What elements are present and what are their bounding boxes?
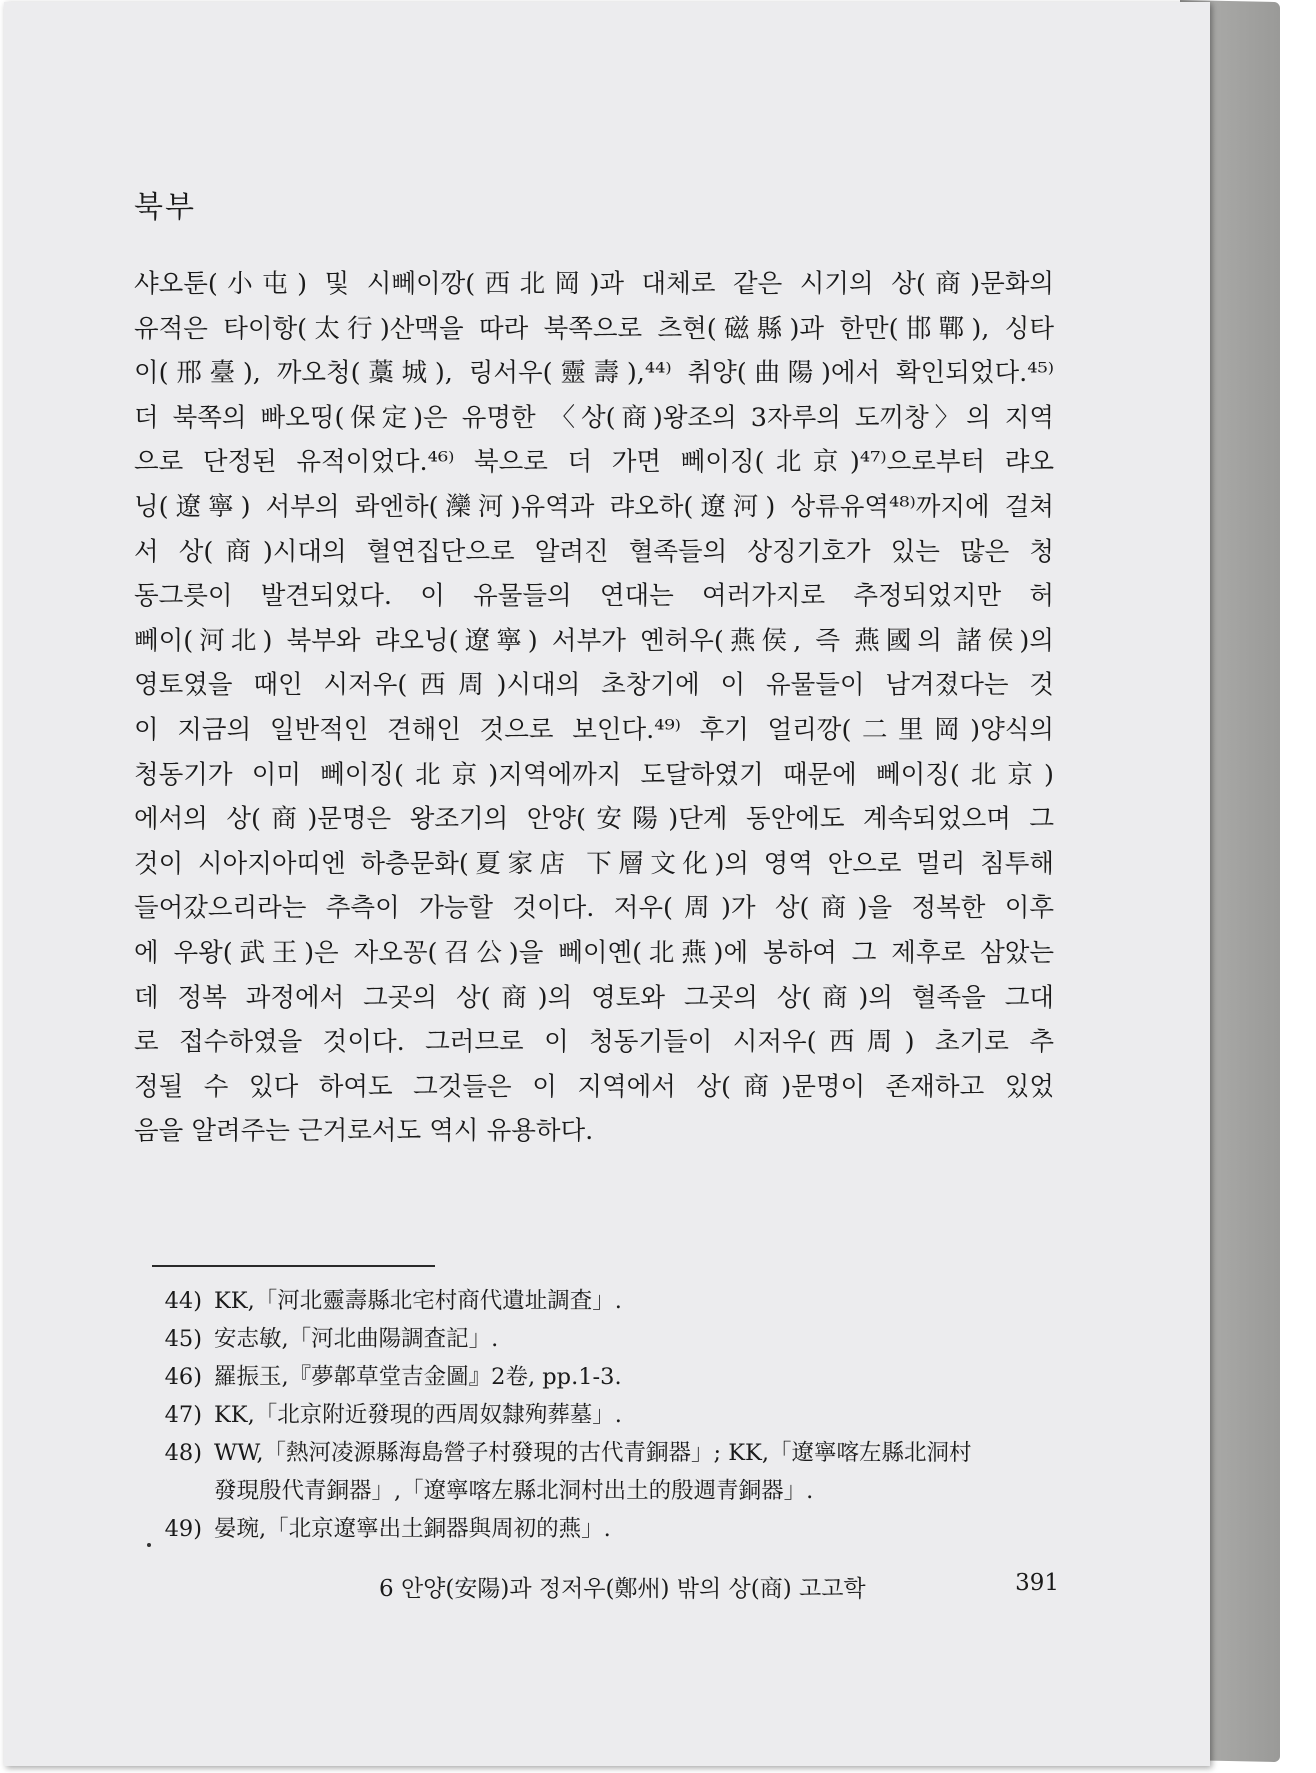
body-line: 정될 수 있다 하여도 그것들은 이 지역에서 상(商)문명이 존재하고 있었 — [134, 1071, 1054, 1102]
footnote-number: 49) — [164, 1516, 202, 1542]
footnote-number: 47) — [164, 1402, 202, 1428]
body-line-last: 음을 알려주는 근거로서도 역시 유용하다. — [134, 1116, 594, 1147]
print-speck — [147, 1543, 151, 1547]
footnote-49 — [156, 1510, 1056, 1548]
body-line: 이 지금의 일반적인 견해인 것으로 보인다.⁴⁹⁾ 후기 얼리깡(二里岡)양식의 — [134, 714, 1054, 745]
footnote-48-continuation: 發現殷代青銅器」,「遼寧喀左縣北洞村出土的殷週青銅器」. — [214, 1478, 814, 1504]
footnote-46 — [156, 1358, 1056, 1396]
footnote-text: KK,「河北靈壽縣北宅村商代遺址調査」. — [214, 1288, 622, 1314]
body-line: 들어갔으리라는 추측이 가능할 것이다. 저우(周)가 상(商)을 정복한 이후 — [134, 893, 1054, 924]
footnote-text: KK,「北京附近發現的西周奴隸殉葬墓」. — [214, 1402, 622, 1428]
body-line: 데 정복 과정에서 그곳의 상(商)의 영토와 그곳의 상(商)의 혈족을 그대 — [134, 982, 1054, 1013]
footnote-text: 羅振玉,『夢郼草堂吉金圖』2卷, pp.1-3. — [214, 1364, 622, 1390]
body-line: 더 북쪽의 빠오띵(保定)은 유명한 〈상(商)왕조의 3자루의 도끼창〉의 지역 — [134, 402, 1054, 433]
body-line: 영토였을 때인 시저우(西周)시대의 초창기에 이 유물들이 남겨졌다는 것 — [134, 670, 1054, 701]
footnote-44 — [156, 1282, 1056, 1320]
body-line: 동그릇이 발견되었다. 이 유물들의 연대는 여러가지로 추정되었지만 허 — [134, 581, 1054, 612]
footnote-48 — [156, 1434, 1056, 1472]
page-number: 391 — [1015, 1570, 1059, 1596]
body-line: 로 접수하였을 것이다. 그러므로 이 청동기들이 시저우(西周) 초기로 추 — [134, 1027, 1054, 1058]
body-line: 뻬이(河北) 북부와 랴오닝(遼寧) 서부가 옌허우(燕侯, 즉 燕國의 諸侯)의 — [134, 625, 1054, 656]
section-heading: 북부 — [134, 190, 196, 225]
body-line: 샤오툰(小屯) 및 시뻬이깡(西北岡)과 대체로 같은 시기의 상(商)문화의 — [134, 269, 1054, 299]
body-line: 닝(遼寧) 서부의 롸엔하(灤河)유역과 랴오하(遼河) 상류유역⁴⁸⁾까지에 걸쳐 — [134, 491, 1054, 522]
footnote-text: 晏琬,「北京遼寧出土銅器與周初的燕」. — [214, 1516, 611, 1542]
footnote-47 — [156, 1396, 1056, 1434]
footnote-45 — [156, 1320, 1056, 1358]
body-paragraph — [134, 262, 1054, 1154]
footnotes — [156, 1282, 1056, 1548]
footnote-text: 安志敏,「河北曲陽調査記」. — [214, 1326, 499, 1352]
footnote-divider — [152, 1265, 435, 1267]
body-line: 에 우왕(武王)은 자오꽁(召公)을 뻬이옌(北燕)에 봉하여 그 제후로 삼았는 — [134, 937, 1054, 968]
body-line: 유적은 타이항(太行)산맥을 따라 북쪽으로 츠현(磁縣)과 한만(邯鄲), 싱타 — [134, 313, 1054, 344]
footnote-number: 46) — [164, 1364, 202, 1390]
footnote-number: 45) — [164, 1326, 202, 1352]
body-line: 에서의 상(商)문명은 왕조기의 안양(安陽)단계 동안에도 계속되었으며 그 — [134, 804, 1054, 835]
body-line: 서 상(商)시대의 혈연집단으로 알려진 혈족들의 상징기호가 있는 많은 청 — [134, 536, 1054, 567]
running-title: 6 안양(安陽)과 정저우(鄭州) 밖의 상(商) 고고학 — [379, 1576, 866, 1602]
footnote-number: 44) — [164, 1288, 202, 1314]
body-line: 것이 시아지아띠엔 하층문화(夏家店 下層文化)의 영역 안으로 멀리 침투해 — [134, 848, 1054, 879]
body-line: 이(邢臺), 까오청(藁城), 링서우(靈壽),⁴⁴⁾ 취양(曲陽)에서 확인되었다.⁴⁵⁾ — [134, 358, 1054, 389]
body-line: 청동기가 이미 뻬이징(北京)지역에까지 도달하였기 때문에 뻬이징(北京) — [134, 759, 1054, 790]
footnote-text: WW,「熱河凌源縣海島營子村發現的古代青銅器」; KK,「遼寧喀左縣北洞村 — [214, 1440, 972, 1466]
footnote-number: 48) — [164, 1440, 202, 1466]
running-footer — [379, 1570, 1059, 1603]
body-line: 으로 단정된 유적이었다.⁴⁶⁾ 북으로 더 가면 뻬이징(北京)⁴⁷⁾으로부터 랴오 — [134, 447, 1054, 478]
book-page — [4, 2, 1210, 1766]
